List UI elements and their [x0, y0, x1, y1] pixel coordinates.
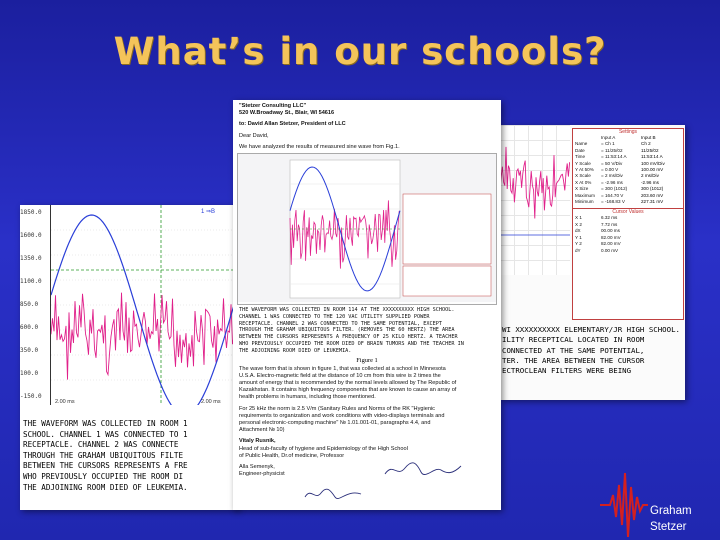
letter-paragraph-1: [233, 366, 501, 402]
settings-cell: = 164.70 V: [601, 192, 624, 198]
settings-cell: Date: [575, 147, 585, 153]
left-caption-line: THROUGH THE GRAHAM UBIQUITOUS FILTE: [23, 450, 184, 460]
cursor-cell: 0.00 mV: [601, 247, 619, 253]
figure1-description-line: WHO PREVIOUSLY OCCUPIED THE ROOM DIED OF BRAIN TUMORS AND THE TEACHER IN: [239, 340, 464, 347]
left-scope-printout: [20, 205, 238, 510]
figure1-waveform: [238, 154, 496, 302]
left-axis-label: 1100.0: [20, 278, 42, 285]
input-a-header: Input A: [601, 135, 616, 140]
figure1-description-line: RECEPTACLE. CHANNEL 2 WAS CONNECTED TO THE SAME POTENTIAL, EXCEPT: [239, 320, 443, 327]
cursor-row: [573, 248, 683, 254]
signature-2: [303, 485, 363, 503]
cursor-cell: Y 1: [575, 234, 582, 240]
left-caption-line: THE WAVEFORM WAS COLLECTED IN ROOM 1: [23, 419, 188, 428]
right-caption-line: ILITY RECEPTICAL LOCATED IN ROOM: [502, 335, 645, 345]
cursor-cell: Y 2: [575, 241, 582, 247]
settings-cell: 227.31 mV: [641, 199, 664, 205]
settings-cell: Y At 50%: [575, 167, 594, 173]
figure1-description-line: BETWEEN THE CURSORS REPRESENTS A FREQUENCY OF 25 KILO HERTZ. A TEACHER: [239, 334, 458, 341]
cursor-cell: 6.32 ms: [601, 215, 618, 221]
letter-salutation: Dear David,: [239, 133, 269, 139]
settings-cell: = 2 ms/Div: [601, 173, 623, 179]
right-caption-line: CONNECTED AT THE SAME POTENTIAL,: [502, 345, 645, 355]
settings-cell: = -168.83 V: [601, 199, 625, 205]
signature-1: [383, 460, 463, 480]
right-scope-waveform: [500, 125, 570, 275]
settings-cell: = -2.96 ms: [601, 179, 623, 185]
settings-cell: -2.96 ms: [641, 179, 659, 185]
left-caption-line: BETWEEN THE CURSORS REPRESENTS A FRE: [23, 461, 188, 471]
signer1-title: [239, 446, 495, 460]
right-caption-line: TER. THE AREA BETWEEN THE CURSOR: [502, 355, 645, 365]
input-b-header: Input B: [641, 135, 656, 140]
right-scope-plot: [500, 125, 570, 275]
cursor-cell: dY: [575, 247, 581, 253]
cursor-cell: dX: [575, 228, 581, 234]
figure1-description-line: THE WAVEFORM WAS COLLECTED IN ROOM 114 AT THE XXXXXXXXXX HIGH SCHOOL.: [239, 307, 455, 313]
settings-cell: = 11:53:14 A: [601, 154, 627, 160]
left-caption-line: THE ADJOINING ROOM DIED OF LEUKEMIA.: [23, 482, 188, 492]
settings-cell: = 11/25/02: [601, 147, 623, 153]
settings-cell: = Ch 1: [601, 141, 615, 147]
left-trace-label: 1 ⇒B: [201, 209, 216, 215]
center-letter: [233, 100, 501, 510]
right-scope-caption: [502, 325, 685, 376]
scope-settings-panel: [572, 128, 684, 320]
left-axis-label: -150.0: [20, 393, 42, 400]
signer1-name: Vitaly Rusnik,: [239, 438, 276, 445]
signer1-title-line: of Public Health, Dr.of medicine, Professor: [239, 452, 345, 459]
cursor-cell: 00.00 ms: [601, 228, 620, 234]
paragraph-line: amount of energy that is recommended by the normal levels allowed by The Republic of: [239, 379, 457, 386]
settings-cell: X At 0%: [575, 179, 592, 185]
left-axis-label: 600.0: [20, 324, 39, 331]
right-caption-line: ECTROCLEAN FILTERS WERE BEING: [502, 366, 632, 376]
left-bottom-left: 2.00 ms: [55, 399, 75, 405]
settings-cell: 11:53:14 A: [641, 154, 663, 160]
letter-intro: We have analyzed the results of measured sine wave from Fig.1.: [239, 144, 400, 150]
settings-cell: 2 ms/Div: [641, 173, 659, 179]
settings-cell: Minimum: [575, 199, 594, 205]
settings-cell: = 300 (1012): [601, 186, 628, 192]
settings-cell: = 0.00 V: [601, 167, 619, 173]
left-caption-line: SCHOOL. CHANNEL 1 WAS CONNECTED TO 1: [23, 429, 188, 439]
left-axis-label: 100.0: [20, 370, 39, 377]
settings-cell: X Size: [575, 186, 589, 192]
left-axis-label: 1600.0: [20, 232, 42, 239]
settings-header: Settings: [618, 129, 638, 135]
cursor-cell: 7.72 ms: [601, 221, 618, 227]
figure1-chart: [237, 153, 497, 305]
letter-address: 520 W.Broadway St., Blair, WI 54616: [239, 110, 335, 116]
settings-row: [573, 199, 683, 205]
signer1-title-line: Head of sub-faculty of hygiene and Epidemiology of the High School: [239, 445, 408, 452]
left-axis-label: 1850.0: [20, 209, 42, 216]
settings-cell: X Scale: [575, 173, 591, 179]
settings-cell: Name: [575, 141, 588, 147]
right-scope-printout: [500, 125, 685, 400]
settings-cell: 203.60 mV: [641, 192, 664, 198]
letter-company: "Stetzer Consulting LLC": [239, 103, 307, 109]
figure1-description-line: THROUGH THE GRAHAM UBIQUITOUS FILTER. (REMOVES THE 60 HERTZ) THE AREA: [239, 327, 455, 334]
logo-line2: Stetzer: [650, 521, 687, 533]
settings-cell: Maximum: [575, 192, 595, 198]
cursor-cell: 82.00 mV: [601, 241, 621, 247]
left-caption-line: WHO PREVIOUSLY OCCUPIED THE ROOM DI: [23, 471, 184, 481]
signer2-title: Engineer-physicist: [239, 471, 285, 478]
right-caption-line: WI XXXXXXXXXX ELEMENTARY/JR HIGH SCHOOL.: [502, 325, 680, 334]
waveform-logo-icon: [600, 465, 648, 540]
settings-cell: 11/25/02: [641, 147, 659, 153]
figure1-description-line: THE ADJOINING ROOM DIED OF LEUKEMIA.: [239, 347, 352, 354]
paragraph-line: health problems in humans, including those mentioned.: [239, 394, 376, 401]
left-bottom-right: 2.00 ms: [201, 399, 221, 405]
letter-paragraph-2: [233, 406, 501, 435]
left-axis-label: 1350.0: [20, 255, 42, 262]
left-scope-plot: [50, 205, 237, 405]
settings-cell: Y Scale: [575, 160, 591, 166]
figure1-description-line: CHANNEL 1 WAS CONNECTED TO THE 120 VAC UTILITY SUPPLIED POWER: [239, 313, 430, 320]
cursor-cell: X 1: [575, 215, 582, 221]
paragraph-line: For 25 kHz the norm is 2.5 V/m (Sanitary Rules and Norms of the RK "Hygienic: [239, 405, 435, 412]
letter-to: to: David Allan Stetzer, President of LLC: [239, 121, 346, 127]
figure1-description: [233, 305, 501, 355]
signer2-name: Alla Semenyk,: [239, 464, 275, 471]
left-axis-label: 350.0: [20, 347, 39, 354]
logo-line1: Graham: [650, 505, 692, 517]
settings-cell: Ch 2: [641, 141, 651, 147]
cursor-values-header: Cursor Values: [573, 208, 683, 215]
cursor-cell: 82.00 mV: [601, 234, 621, 240]
left-scope-caption: [23, 419, 238, 493]
settings-cell: Time: [575, 154, 586, 160]
paragraph-line: Kazakhstan. It contains high frequency components that are known to cause an array of: [239, 387, 457, 394]
left-scope-waveform: [51, 205, 237, 405]
paragraph-line: U.S.A. Electro-magnetic field at the distance of 10 cm from this wire is 2 times the: [239, 372, 441, 379]
paragraph-line: requirements to organization and work conditions with video-displays terminals and: [239, 412, 445, 419]
paragraph-line: The wave form that is shown in figure 1, that was collected at a school in Minnesota: [239, 365, 446, 372]
cursor-cell: X 2: [575, 221, 582, 227]
figure1-caption: Figure 1: [356, 356, 378, 364]
paragraph-line: personal electronic-computing machine" № 1.01.001-01, paragraphs 4.4, and: [239, 420, 431, 426]
left-axis-label: 850.0: [20, 301, 39, 308]
settings-cell: 300 (1012): [641, 186, 664, 192]
graham-stetzer-logo: [600, 465, 720, 540]
paragraph-line: Attachment № 10): [239, 427, 285, 434]
left-caption-line: RECEPTACLE. CHANNEL 2 WAS CONNECTE: [23, 440, 179, 450]
settings-cell: 100 mV/Div: [641, 160, 665, 166]
slide-title: What’s in our schools?: [113, 30, 607, 73]
settings-cell: 100.00 mV: [641, 167, 664, 173]
settings-cell: = 50 V/Div: [601, 160, 623, 166]
